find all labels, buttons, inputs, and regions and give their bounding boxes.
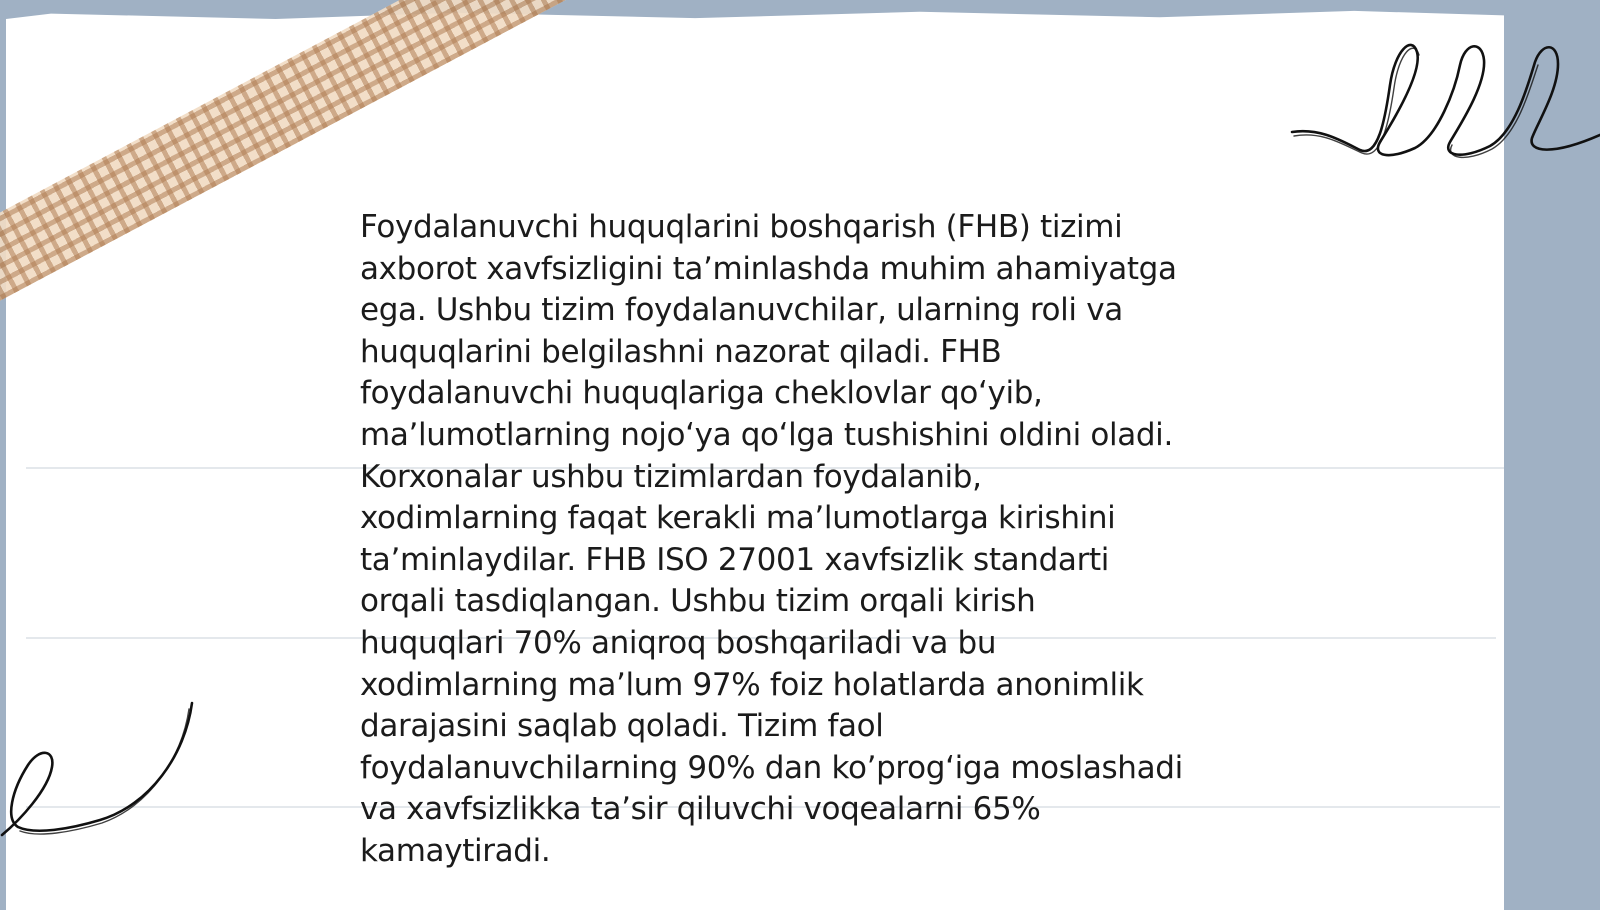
loop-swirl-doodle-icon — [1290, 30, 1600, 165]
body-paragraph: Foydalanuvchi huquqlarini boshqarish (FHB) tizimi axborot xavfsizligini ta’minlashda muhim ahamiyatga ega. Ushbu tizim foydalanuvchilar, ularning roli va huquqlarini belgilashni nazorat qiladi. FHB foydalanuvchi huquqlariga cheklovlar qo‘yib, ma’lumotlarning nojo‘ya qo‘lga tushishini oldini oladi. Korxonalar ushbu tizimlardan foydalanib, xodimlarning faqat kerakli ma’lumotlarga kirishini ta’minlaydilar. FHB ISO 27001 xavfsizlik standarti orqali tasdiqlangan. Ushbu tizim orqali kirish huquqlari 70% aniqroq boshqariladi va bu xodimlarning ma’lum 97% foiz holatlarda anonimlik darajasini saqlab qoladi. Tizim faol foydalanuvchilarning 90% dan ko’prog‘iga moslashadi va xavfsizlikka ta’sir qiluvchi voqealarni 65% kamaytiradi. — [360, 209, 1183, 869]
checkmark-swirl-doodle-icon — [0, 695, 200, 850]
